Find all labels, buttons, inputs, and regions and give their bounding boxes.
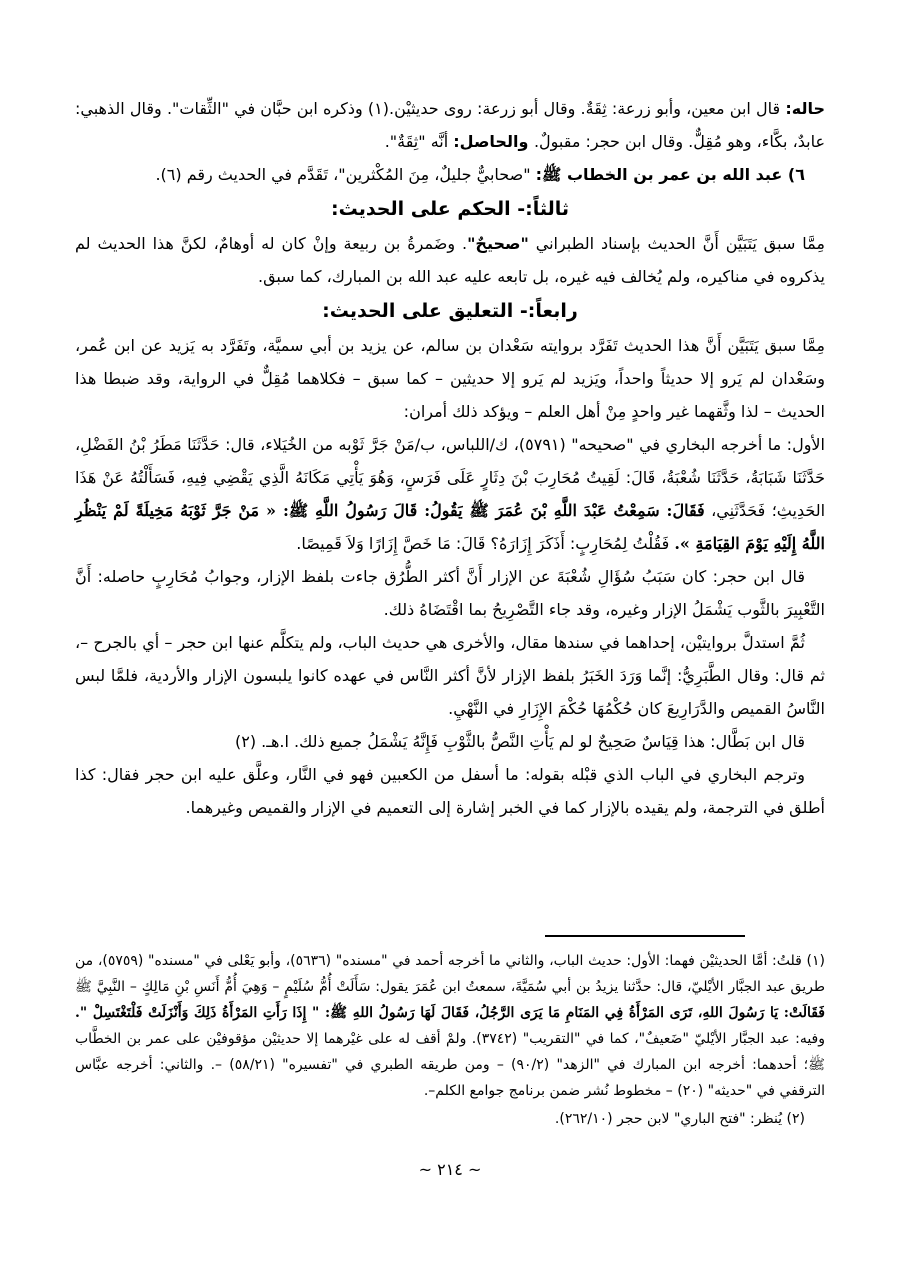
first-evidence-pre: الأول: ما أخرجه البخاري في "صحيحه" (٥٧٩١)، ك/اللباس، ب/مَنْ جَرَّ ثَوْبه من الخُيَلاء، قال: حَدَّثَنَا مَطَرُ بْنُ الفَضْلِ، حَدَّثَنَا شَبَابَةُ، حَدَّثَنَا شُعْبَةُ، قَالَ: لَقِيتُ مُحَارِبَ بْنَ دِثَارٍ عَلَى فَرَسٍ، وَهُوَ يَأْتِي مَكَانَهُ الَّذِي يَقْضِي فِيهِ، فَسَأَلْتُهُ عَنْ هَذَا الحَدِيثِ؛ فَحَدَّثَنِي، [75, 435, 826, 520]
narrator-six-text: "صحابيٌّ جليلٌ، مِنَ المُكْثرين"، تَقَدَّم في الحديث رقم (٦). [155, 165, 536, 184]
main-content [75, 92, 825, 824]
status-label: حاله: [785, 99, 826, 118]
narrator-six-paragraph [75, 158, 825, 191]
section-heading-third-label: ثالثاً:- الحكم على الحديث [338, 198, 570, 220]
ruling-text-post: . وضَمرةُ بن ربيعة وإنْ كان له أوهامٌ، لكنَّ هذا الحديث لم يذكروه في مناكيره، ولم يُخالف فيه غيره، بل تابعه عليه عبد الله بن المبارك، كما سبق. [75, 234, 825, 286]
first-evidence-post: فَقُلْتُ لِمُحَارِبٍ: أَذَكَرَ إِزَارَهُ؟ قَالَ: مَا خَصَّ إِزَارًا وَلاَ قَمِيصًا. [296, 534, 675, 553]
ibn-hajar-paragraph: قال ابن حجر: كان سَبَبُ سُؤَالِ شُعْبَةَ عن الإزار أَنَّ أكثر الطُّرُق جاءت بلفظ الإزار، وجوابُ مُحَارِبٍ حاصله: أَنَّ التَّعْبِيرَ بالثَّوب يَشْمَلُ الإزار وغيره، وقد جاء التَّصْرِيحُ بما اقْتَضَاهُ ذلك. [75, 567, 825, 619]
section-heading-fourth [75, 293, 825, 329]
page-number: ~ ٢١٤ ~ [418, 1160, 482, 1179]
heading-colon: : [322, 300, 330, 322]
footnote-1-pre: (١) قلتُ: أمَّا الحديثيْن فهما: الأول: حديث الباب، والثاني ما أخرجه أحمد في "مسنده" (٥٦٣٦)، وأبو يَعْلى في "مسنده" (٥٧٥٩)، من طريق عبد الجبَّار الأيْليّ، قال: حدَّثنا يزيدُ بن أبي سُمَيَّةَ، سمعتُ ابن عُمَرَ يقول: سَأَلَتْ أُمُّ سُلَيْمٍ – وَهِيَ أُمُّ أَنَسِ بْنِ مَالِكٍ – النَّبِيَّ ﷺ [75, 953, 825, 995]
footnote-1 [75, 948, 825, 1104]
conclusion-text: أنَّه "ثِقَةٌ". [384, 132, 454, 151]
footnote-2: (٢) يُنظر: "فتح الباري" لابن حجر (٢٦٢/١٠). [554, 1111, 805, 1127]
footnotes [75, 948, 825, 1132]
heading-colon: : [330, 198, 339, 220]
section-heading-third [75, 191, 825, 227]
commentary-paragraph: مِمَّا سبق يَتَبَيَّن أَنَّ هذا الحديث تَفَرَّد بروايته سَعْدان بن سالم، عن يزيد بن أبي سميَّة، وتَفَرَّد به يَزيد عن ابن عُمر، وسَعْدان لم يَرو إلا حديثاً واحداً، ويَزيد لم يَرو إلا حديثين – كما سبق – فكلاهما مُقِلٌّ في الرواية، وقد ضبطا هذا الحديث – لذا وثَّقهما غير واحدٍ مِنْ أهل العلم – ويؤكد ذلك أمران: [75, 336, 825, 421]
conclusion-label: والحاصل: [453, 132, 534, 151]
footnote-1-post: وفيه: عبد الجبَّار الأيْليّ "ضَعيفٌ"، كما في "التقريب" (٣٧٤٢). ولمْ أقف له على غيْرهما إلا حديثيْن مؤقوفيْن على عمر بن الخطَّاب ﷺ؛ أحدهما: أخرجه ابن المبارك في "الزهد" (٩٠/٢) – ومن طريقه الطبري في "تفسيره" (٥٨/٢١) –. والثاني: أخرجه عبَّاس الترقفي في "حديثه" (٢٠) – مخطوط نُشر ضمن برنامج جوامع الكلم–. [75, 1031, 826, 1099]
ruling-text-pre: مِمَّا سبق يَتَبَيَّن أَنَّ الحديث بإسناد الطبراني [528, 234, 825, 253]
section-heading-fourth-label: رابعاً:- التعليق على الحديث [329, 300, 578, 322]
ruling-paragraph [75, 227, 825, 293]
footnote-divider [545, 935, 745, 937]
narrator-status-paragraph [75, 92, 825, 158]
istidlal-paragraph: ثُمَّ استدلَّ بروايتيْن، إحداهما في سندها مقال، والأخرى هي حديث الباب، ولم يتكلَّم عنها ابن حجر – أي بالجرح –، ثم قال: وقال الطَّبَرِيُّ: إنَّما وَرَدَ الخَبَرُ بلفظ الإزار لأنَّ أكثر النَّاس في عهده كانوا يلبسون الإزار والأردية، فلمَّا لبس النَّاسُ القميص والدَّرَارِيعَ كان حُكْمُهَا حُكْمَ الإِزَارِ في النَّهْيِ. [75, 633, 825, 718]
status-text: قال ابن معين، وأبو زرعة: ثِقَةٌ. وقال أبو زرعة: روى حديثيْن.(١) وذكره ابن حبَّان في "الثِّقات". وقال الذهبي: عابدٌ، بكَّاء، وهو مُقِلٌّ. وقال ابن حجر: مقبولٌ. [75, 99, 825, 151]
ruling-verdict: "صحيحٌ" [467, 234, 529, 253]
bukhari-tarjama-paragraph: وترجم البخاري في الباب الذي قبْله بقوله: ما أسفل من الكعبين فهو في النَّار، وعلَّق عليه ابن حجر فقال: كذا أطلق في الترجمة، ولم يقيده بالإزار كما في الخبر إشارة إلى التعميم في الإزار والقميص وغيرهما. [75, 765, 825, 817]
ibn-battal-paragraph: قال ابن بَطَّال: هذا قِيَاسٌ صَحِيحٌ لو لم يَأْتِ النَّصُّ بالثَّوْبِ فَإِنَّهُ يَشْمَلُ جميع ذلك. ا.هـ. (٢) [235, 732, 805, 751]
first-evidence-paragraph [75, 428, 825, 560]
footnote-1-hadith: فَقَالَتْ: يَا رَسُولَ اللهِ، تَرَى المَرْأَةُ فِي المَنَامِ مَا يَرَى الرَّجُلُ، فَقَالَ لَهَا رَسُولُ اللهِ ﷺ: " إِذَا رَأَتِ المَرْأَةُ ذَلِكَ وَأَنْزَلَتْ فَلْتَغْتَسِلْ ". [75, 1005, 825, 1021]
narrator-six-name: ٦) عبد الله بن عمر بن الخطاب ﷺ: [535, 165, 805, 184]
hadith-text: فَقَالَ: سَمِعْتُ عَبْدَ اللَّهِ بْنَ عُمَرَ ﷺ يَقُولُ: قَالَ رَسُولُ اللَّهِ ﷺ: « مَنْ جَرَّ ثَوْبَهُ مَخِيلَةً لَمْ يَنْظُرِ اللَّهُ إِلَيْهِ يَوْمَ القِيَامَةِ ». [75, 501, 825, 553]
